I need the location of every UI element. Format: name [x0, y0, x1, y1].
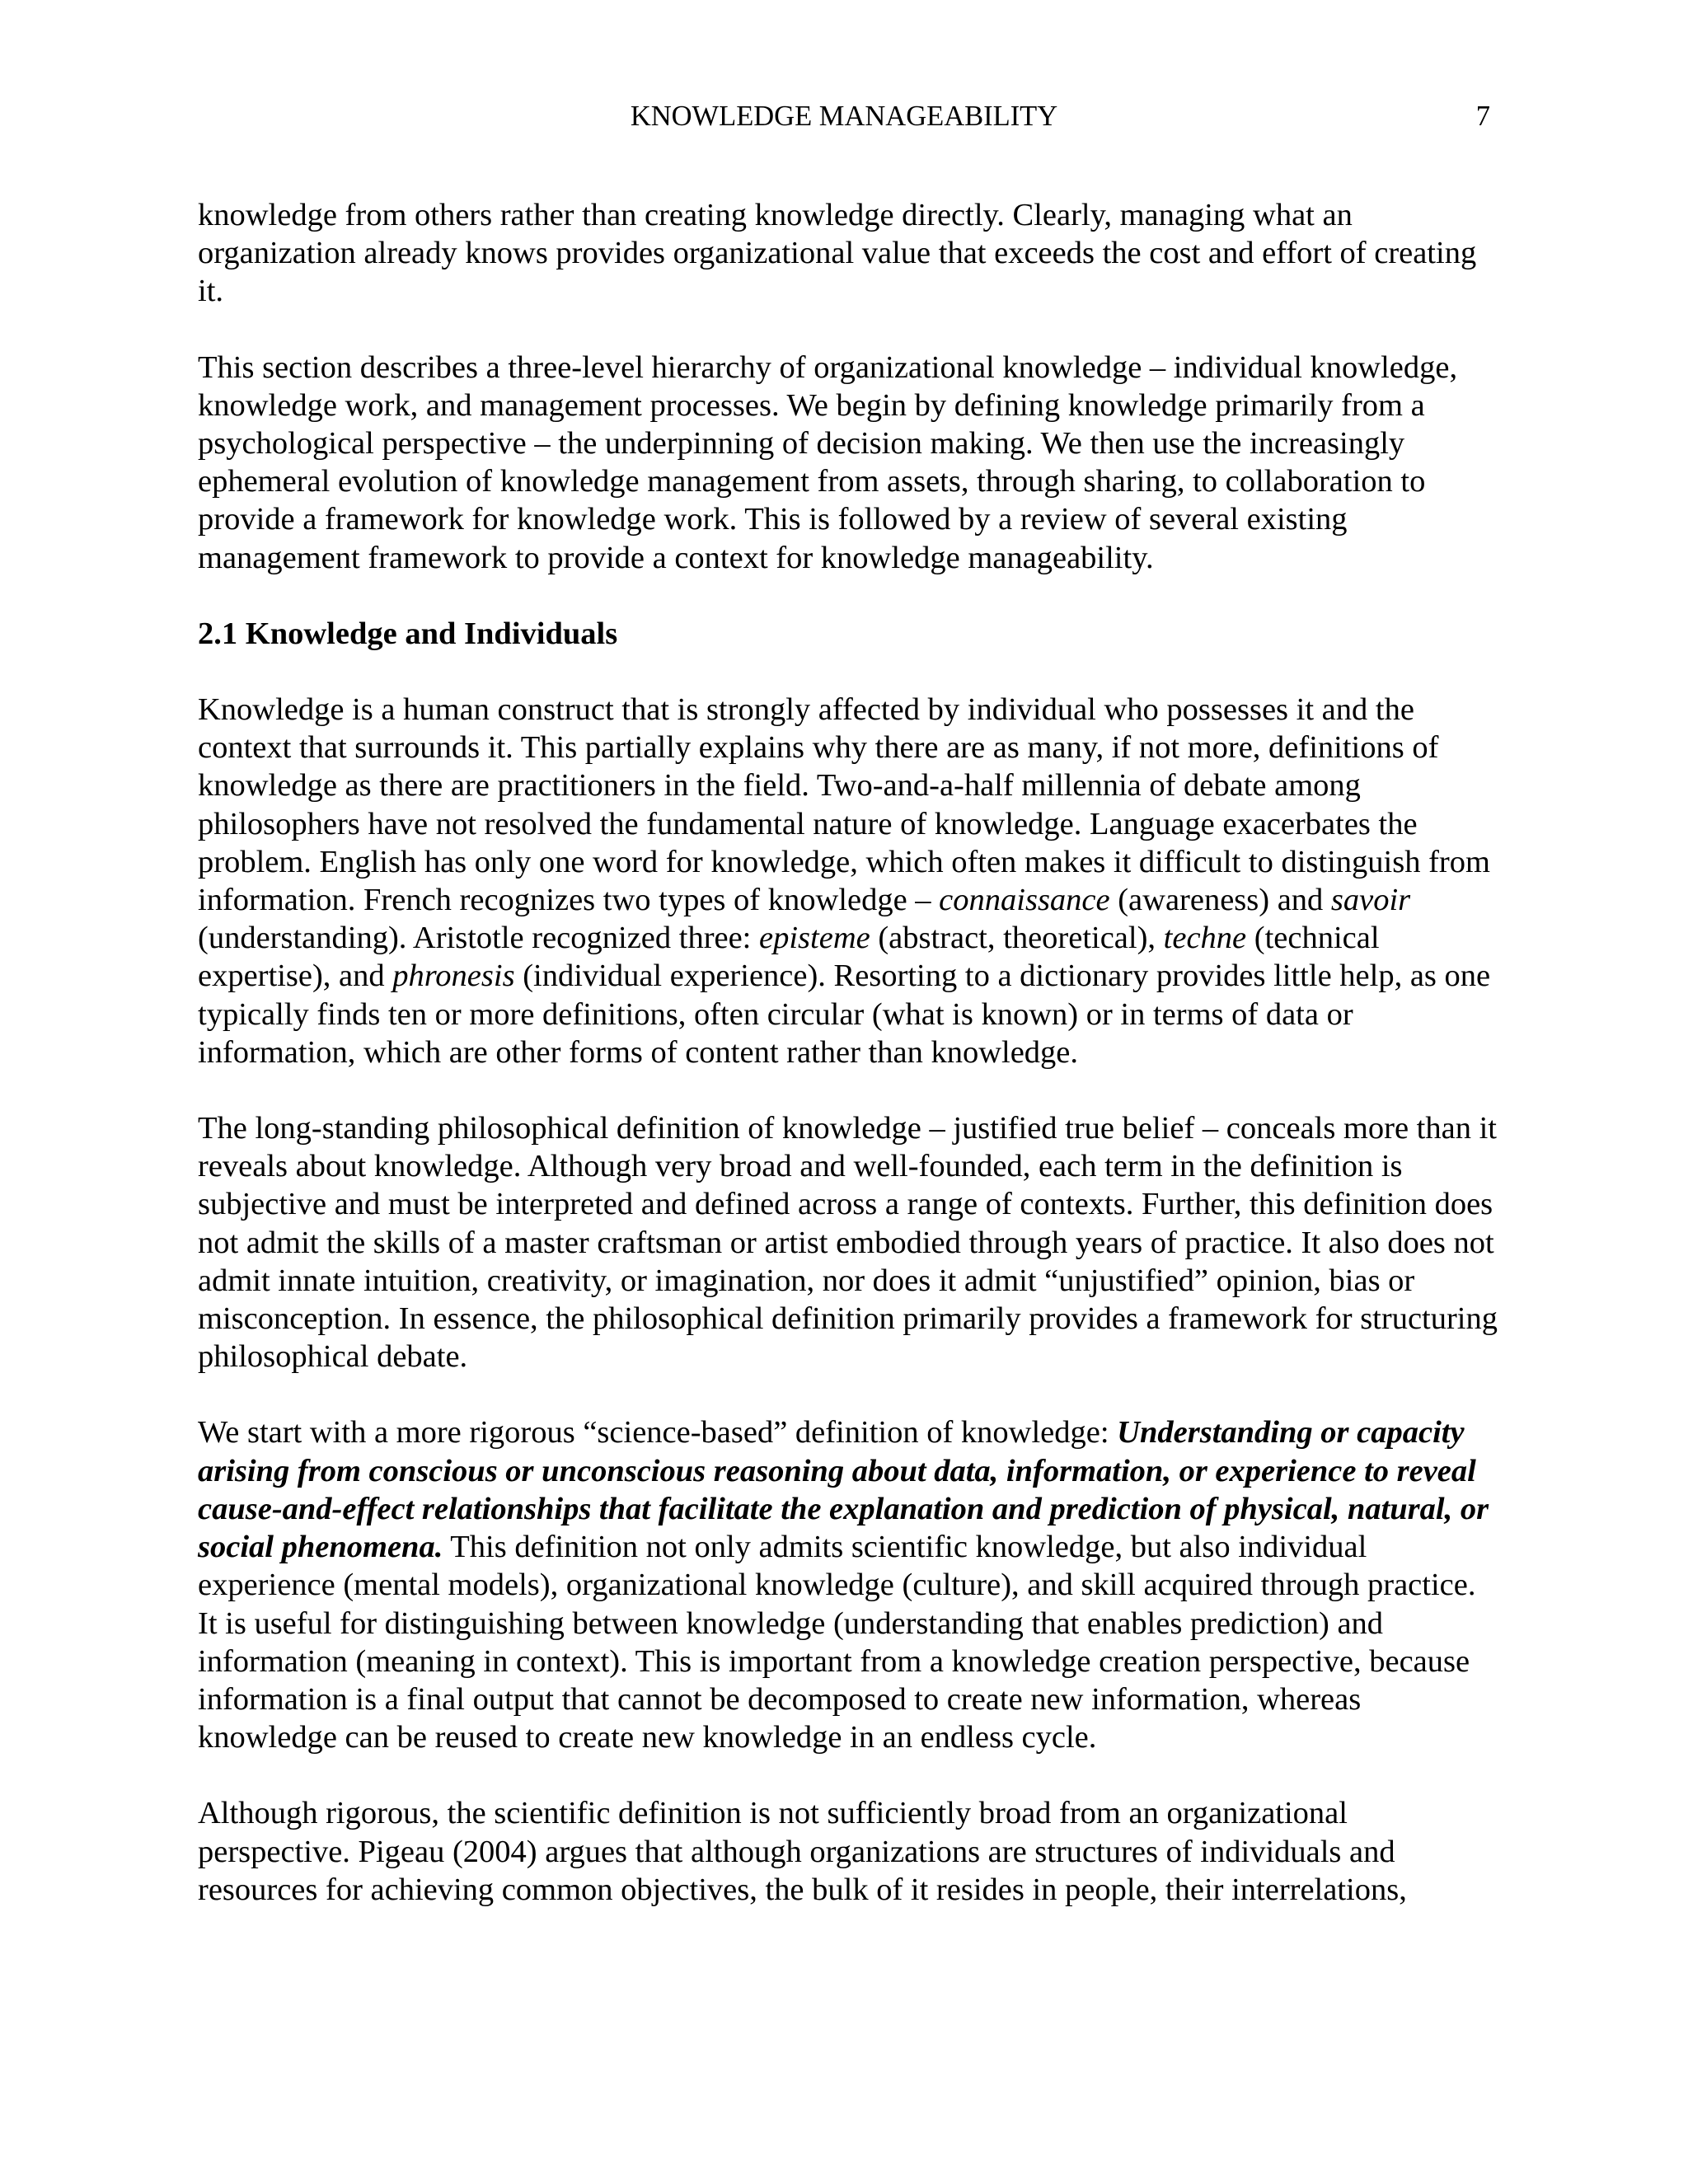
knowledge-definition: Understanding or capacity arising from conscious or unconscious reasoning about data, information, or experience to reveal cause-and-effect relationships that facilitate the explanation and prediction of physical, natural, or social phenomena. [198, 1415, 1489, 1565]
paragraph-continuation: knowledge from others rather than creating knowledge directly. Clearly, managing what an organization already knows provides organizational value that exceeds the cost and effort of creating it. [198, 198, 1477, 309]
running-header [198, 97, 1490, 135]
paragraph-knowledge-construct [198, 691, 1500, 1071]
body-text [198, 196, 1500, 1947]
running-title: KNOWLEDGE MANAGEABILITY [630, 101, 1058, 132]
paragraph-section-overview: This section describes a three-level hierarchy of organizational knowledge – individual knowledge, knowledge work, and management processes. We begin by defining knowledge primarily from a psychological perspective – the underpinning of decision making. We then use the increasingly ephemeral evolution of knowledge management from assets, through sharing, to collaboration to provide a framework for knowledge work. This is followed by a review of several existing management framework to provide a context for knowledge manageability. [198, 349, 1458, 575]
text-run: (understanding). Aristotle recognized three: [198, 921, 760, 956]
text-run: We start with a more rigorous “science-based” definition of knowledge: [198, 1415, 1118, 1451]
text-run: (individual experience). Resorting to a dictionary provides little help, as one typically finds ten or more definitions, often circular (what is known) or in terms of data or information, which are other forms of content rather than knowledge. [198, 958, 1491, 1070]
text-run: (abstract, theoretical), [870, 921, 1164, 956]
text-run: This definition not only admits scientific knowledge, but also individual experience (mental models), organizational knowledge (culture), and skill acquired through practice. It is useful for distinguishing between knowledge (understanding that enables prediction) and information (meaning in context). This is important from a knowledge creation perspective, because information is a final output that cannot be decomposed to create new information, whereas knowledge can be reused to create new knowledge in an endless cycle. [198, 1530, 1476, 1755]
term-savoir: savoir [1330, 883, 1411, 918]
paragraph-science-definition [198, 1413, 1500, 1756]
section-heading: 2.1 Knowledge and Individuals [198, 616, 618, 651]
page-number: 7 [1475, 101, 1490, 132]
text-run: Knowledge is a human construct that is strongly affected by individual who possesses it and the context that surrounds it. This partially explains why there are as many, if not more, definitions of knowledge as there are practitioners in the field. Two-and-a-half millennia of debate among philosophers have not resolved the fundamental nature of knowledge. Language exacerbates the problem. English has only one word for knowledge, which often makes it difficult to distinguish from information. French recognizes two types of knowledge – [198, 692, 1490, 918]
term-phronesis: phronesis [392, 958, 515, 994]
text-run: (technical expertise), and [198, 921, 1380, 994]
term-techne: techne [1163, 921, 1247, 956]
text-run: (awareness) and [1109, 883, 1331, 918]
term-episteme: episteme [759, 921, 870, 956]
term-connaissance: connaissance [939, 883, 1110, 918]
paragraph-organizational-perspective: Although rigorous, the scientific definition is not sufficiently broad from an organizational perspective. Pigeau (2004) argues that although organizations are structures of individuals and resources for achieving common objectives, the bulk of it resides in people, their interrelations, [198, 1796, 1407, 1907]
paragraph-philosophical-definition: The long-standing philosophical definition of knowledge – justified true belief – conceals more than it reveals about knowledge. Although very broad and well-founded, each term in the definition is subjective and must be interpreted and defined across a range of contexts. Further, this definition does not admit the skills of a master craftsman or artist embodied through years of practice. It also does not admit innate intuition, creativity, or imagination, nor does it admit “unjustified” opinion, bias or misconception. In essence, the philosophical definition primarily provides a framework for structuring philosophical debate. [198, 1111, 1498, 1375]
